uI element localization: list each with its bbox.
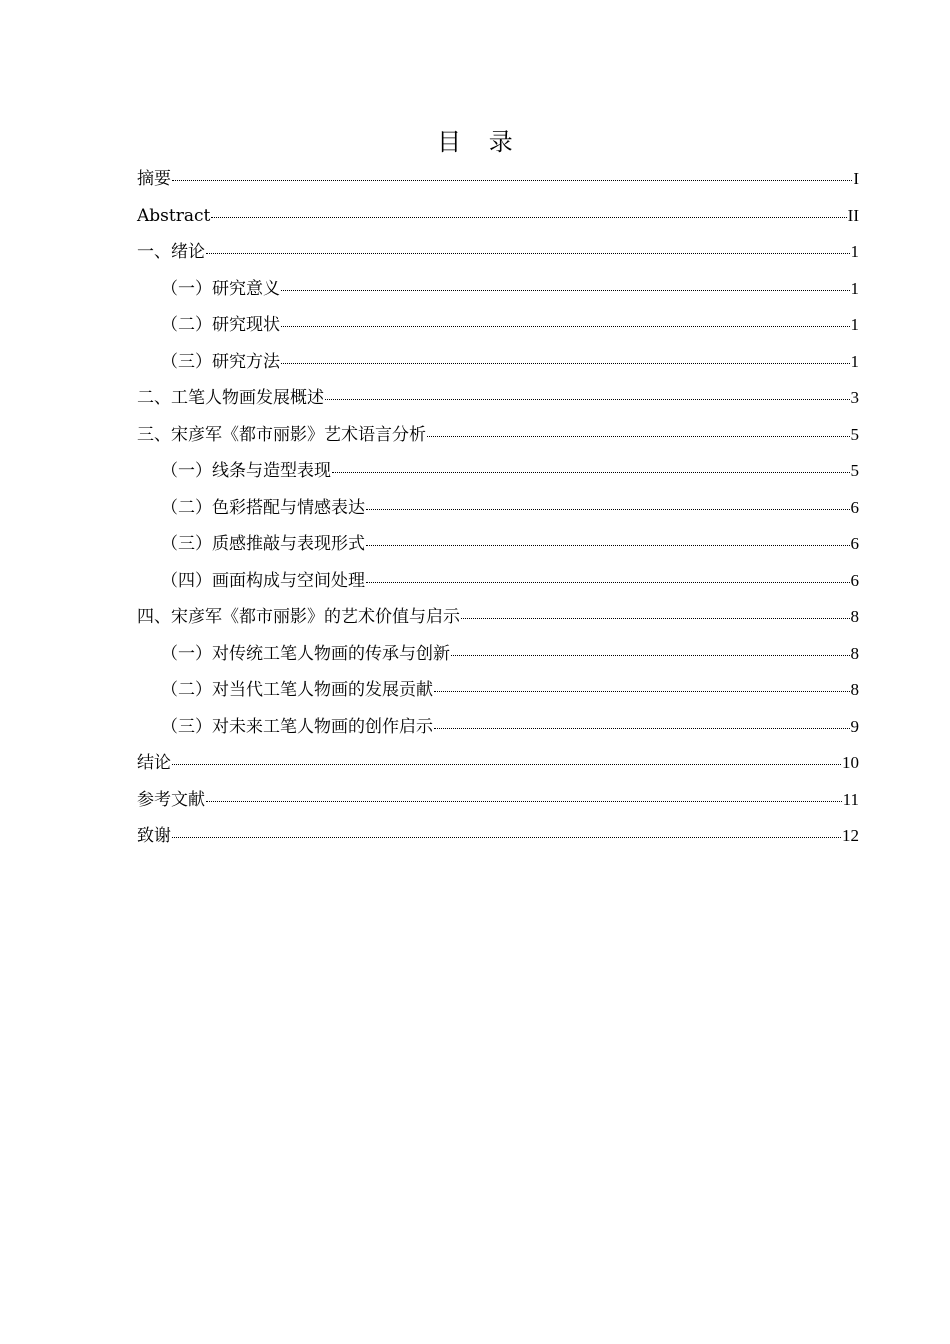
toc-entry-page-number: 6 [850, 534, 859, 553]
toc-entry-label: 二、工笔人物画发展概述 [137, 388, 324, 408]
toc-entry-label: 结论 [137, 753, 171, 773]
toc-entry[interactable] [137, 709, 859, 746]
toc-dot-leader [172, 837, 841, 838]
toc-entry-label: 一、绪论 [137, 242, 205, 262]
toc-entry-label: （二）对当代工笔人物画的发展贡献 [161, 680, 433, 700]
toc-dot-leader [461, 618, 850, 619]
toc-entry-page-number: 1 [850, 242, 859, 261]
toc-entry[interactable] [137, 490, 859, 527]
toc-entry-label: （二）色彩搭配与情感表达 [161, 497, 365, 518]
toc-entry-label: 致谢 [137, 826, 171, 846]
toc-dot-leader [206, 801, 842, 802]
table-of-contents [137, 161, 859, 855]
toc-entry[interactable] [137, 599, 859, 636]
toc-dot-leader [325, 399, 850, 400]
toc-entry[interactable] [137, 563, 859, 600]
toc-entry[interactable] [137, 745, 859, 782]
toc-dot-leader [172, 764, 841, 765]
toc-entry-label: （一）对传统工笔人物画的传承与创新 [161, 643, 450, 664]
toc-entry[interactable] [137, 526, 859, 563]
toc-entry-label: （三）对未来工笔人物画的创作启示 [161, 716, 433, 737]
toc-entry-label: （一）研究意义 [161, 278, 280, 299]
toc-entry-page-number: 6 [850, 497, 859, 517]
toc-dot-leader [332, 472, 850, 473]
toc-entry-page-number: 9 [850, 716, 859, 736]
toc-dot-leader [281, 290, 850, 291]
page-title: 目 录 [437, 128, 523, 156]
toc-entry-page-number: 10 [842, 753, 859, 772]
toc-dot-leader [427, 436, 850, 437]
toc-dot-leader [211, 217, 846, 218]
toc-entry[interactable] [137, 344, 859, 381]
toc-entry-page-number: 11 [842, 789, 859, 809]
toc-dot-leader [172, 180, 852, 181]
toc-entry-page-number: I [853, 169, 859, 188]
toc-entry-page-number: 8 [850, 680, 859, 699]
toc-entry-label: 三、宋彦军《都市丽影》艺术语言分析 [137, 424, 426, 445]
toc-entry[interactable] [137, 417, 859, 454]
toc-entry[interactable] [137, 307, 859, 344]
toc-entry-label: 摘要 [137, 169, 171, 189]
toc-dot-leader [281, 363, 850, 364]
toc-dot-leader [451, 655, 850, 656]
toc-entry-label: （四）画面构成与空间处理 [161, 570, 365, 591]
toc-entry-page-number: 3 [850, 388, 859, 407]
toc-dot-leader [366, 509, 850, 510]
toc-entry-label: （二）研究现状 [161, 315, 280, 335]
toc-entry[interactable] [137, 161, 859, 198]
toc-entry-label: （三）质感推敲与表现形式 [161, 534, 365, 554]
toc-entry-page-number: 1 [850, 351, 859, 371]
toc-entry[interactable] [137, 636, 859, 673]
toc-entry-page-number: 5 [850, 424, 859, 444]
toc-dot-leader [206, 253, 850, 254]
toc-dot-leader [434, 691, 850, 692]
toc-entry-label: （三）研究方法 [161, 351, 280, 372]
toc-dot-leader [366, 582, 850, 583]
toc-entry[interactable] [137, 818, 859, 855]
toc-entry-page-number: 1 [850, 278, 859, 298]
toc-entry-label: 参考文献 [137, 789, 205, 810]
toc-entry-page-number: 5 [850, 461, 859, 480]
toc-entry-page-number: 6 [850, 570, 859, 590]
toc-entry-page-number: 8 [850, 607, 859, 626]
toc-entry-label: Abstract [137, 205, 211, 226]
toc-entry[interactable] [137, 672, 859, 709]
toc-entry[interactable] [137, 782, 859, 819]
toc-entry-page-number: 12 [842, 826, 859, 845]
toc-entry-page-number: II [847, 205, 859, 225]
toc-entry[interactable] [137, 234, 859, 271]
toc-dot-leader [281, 326, 850, 327]
toc-entry[interactable] [137, 380, 859, 417]
toc-entry[interactable] [137, 271, 859, 308]
toc-entry[interactable] [137, 453, 859, 490]
toc-dot-leader [366, 545, 850, 546]
toc-entry-page-number: 8 [850, 643, 859, 663]
toc-entry-label: （一）线条与造型表现 [161, 461, 331, 481]
toc-dot-leader [434, 728, 850, 729]
toc-entry-label: 四、宋彦军《都市丽影》的艺术价值与启示 [137, 607, 460, 627]
toc-entry-page-number: 1 [850, 315, 859, 334]
toc-entry[interactable] [137, 198, 859, 235]
